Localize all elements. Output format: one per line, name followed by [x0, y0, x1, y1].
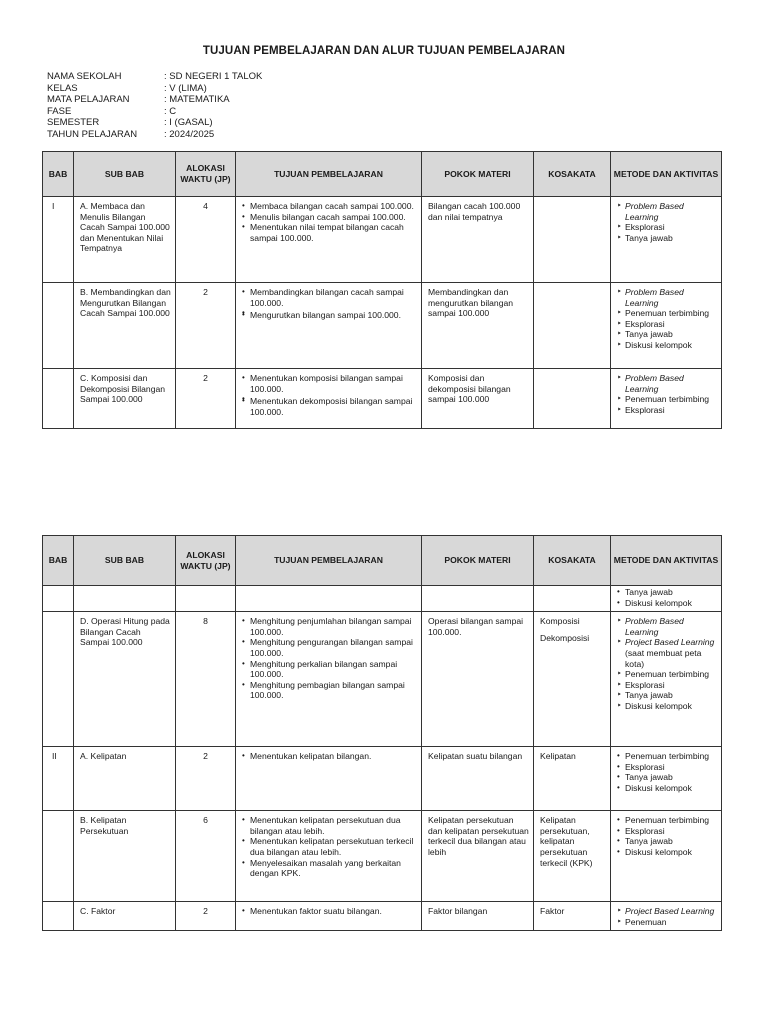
- method-item: ‣ Penemuan terbimbing: [617, 669, 717, 680]
- header-kosakata: KOSAKATA: [534, 152, 611, 197]
- cell-kosakata: Dekomposisi: [540, 632, 590, 643]
- learning-objectives-table-2: [42, 535, 722, 931]
- info-row-subject: [47, 94, 262, 106]
- method-item: • Eksplorasi: [617, 826, 717, 837]
- header-alokasi: ALOKASI WAKTU (JP): [176, 536, 236, 586]
- cell-jp: 2: [203, 906, 208, 917]
- objective-item: • Menentukan nilai tempat bilangan cacah sampai 100.000.: [242, 222, 417, 243]
- table-row: [43, 586, 722, 612]
- method-item: • Penemuan terbimbing: [617, 751, 717, 762]
- table-header-row: [43, 536, 722, 586]
- cell-sub-bab: D. Operasi Hitung pada Bilangan Cacah Sampai 100.000: [80, 616, 170, 648]
- header-metode: METODE DAN AKTIVITAS: [611, 536, 722, 586]
- objective-list: [242, 906, 417, 917]
- info-row-class: [47, 83, 262, 95]
- info-label: NAMA SEKOLAH: [47, 71, 122, 82]
- method-item: • Tanya jawab: [617, 587, 717, 598]
- method-item: ‣ Eksplorasi: [617, 319, 717, 330]
- method-item: ‣ Tanya jawab: [617, 233, 717, 244]
- cell-kosakata: [534, 197, 610, 204]
- method-list: [617, 287, 717, 351]
- method-item: • Penemuan terbimbing: [617, 815, 717, 826]
- cell-pokok: Faktor bilangan: [428, 906, 488, 917]
- method-item: • Eksplorasi: [617, 762, 717, 773]
- cell-bab: I: [52, 201, 55, 211]
- cell-kosakata: Faktor: [540, 906, 565, 917]
- info-row-phase: [47, 106, 262, 118]
- cell-tujuan: [236, 586, 421, 593]
- cell-sub-bab: A. Membaca dan Menulis Bilangan Cacah Sampai 100.000 dan Menentukan Nilai Tempatnya: [80, 201, 170, 254]
- objective-item: • Menghitung pengurangan bilangan sampai 100.000.: [242, 637, 417, 658]
- objective-list: [242, 751, 417, 762]
- method-item: ‣ Problem Based Learning: [617, 616, 717, 637]
- cell-jp: 6: [203, 815, 208, 826]
- header-tujuan: TUJUAN PEMBELAJARAN: [236, 152, 422, 197]
- table-row: [43, 612, 722, 747]
- objective-item: • Menyelesaikan masalah yang berkaitan dengan KPK.: [242, 858, 417, 879]
- info-label: SEMESTER: [47, 117, 100, 128]
- objective-item: • Menulis bilangan cacah sampai 100.000.: [242, 212, 417, 223]
- method-item: ‣ Diskusi kelompok: [617, 701, 717, 712]
- cell-jp: 4: [203, 201, 208, 211]
- cell-sub-bab: [74, 586, 175, 593]
- cell-bab: [43, 902, 73, 909]
- method-item: • Tanya jawab: [617, 772, 717, 783]
- method-list: [617, 815, 717, 857]
- objective-item: • Menghitung penjumlahan bilangan sampai 100.000.: [242, 616, 417, 637]
- cell-kosakata: Kelipatan persekutuan, kelipatan persekutuan terkecil (KPK): [540, 815, 593, 868]
- cell-pokok: Kelipatan suatu bilangan: [428, 751, 523, 762]
- method-item: ‣ Project Based Learning: [617, 906, 717, 917]
- info-row-semester: [47, 117, 262, 129]
- method-item: • Diskusi kelompok: [617, 847, 717, 858]
- method-item: ‣ Problem Based Learning: [617, 287, 717, 308]
- table-header-row: [43, 152, 722, 197]
- cell-jp: 2: [203, 287, 208, 297]
- cell-jp: 2: [203, 751, 208, 762]
- header-pokok: POKOK MATERI: [422, 536, 534, 586]
- cell-bab: II: [52, 751, 57, 762]
- cell-sub-bab: B. Kelipatan Persekutuan: [80, 815, 129, 836]
- cell-bab: [43, 612, 73, 619]
- school-info: [47, 71, 262, 140]
- table-row: [43, 197, 722, 283]
- cell-kosakata: [534, 586, 610, 593]
- info-value: : MATEMATIKA: [164, 94, 230, 105]
- cell-kosakata: Kelipatan: [540, 751, 576, 762]
- info-value: : V (LIMA): [164, 82, 207, 94]
- header-tujuan: TUJUAN PEMBELAJARAN: [236, 536, 422, 586]
- method-item: ‣ Problem Based Learning: [617, 373, 717, 394]
- method-item: • Diskusi kelompok: [617, 783, 717, 794]
- method-item: • Diskusi kelompok: [617, 598, 717, 609]
- objective-list: [242, 287, 417, 321]
- method-item: ‣ Penemuan: [617, 917, 717, 928]
- cell-jp: 2: [203, 373, 208, 383]
- info-label: FASE: [47, 105, 72, 117]
- info-row-school: [47, 71, 262, 83]
- header-pokok: POKOK MATERI: [422, 152, 534, 197]
- cell-kosakata: [534, 369, 610, 376]
- learning-objectives-table-1: [42, 151, 722, 429]
- objective-item: • Menentukan kelipatan bilangan.: [242, 751, 417, 762]
- objective-list: [242, 616, 417, 701]
- objective-item: • Mengurutkan bilangan sampai 100.000.: [242, 310, 417, 321]
- cell-pokok: Kelipatan persekutuan dan kelipatan persekutuan terkecil dua bilangan atau lebih: [428, 815, 529, 857]
- method-item: ‣ Eksplorasi: [617, 680, 717, 691]
- cell-kosakata: Komposisi: [540, 616, 580, 627]
- method-item: ‣ Tanya jawab: [617, 329, 717, 340]
- cell-bab: [43, 811, 73, 818]
- objective-list: [242, 815, 417, 879]
- info-value: : SD NEGERI 1 TALOK: [164, 71, 263, 82]
- method-list: [617, 906, 717, 927]
- info-value: : 2024/2025: [164, 128, 215, 140]
- cell-kosakata: [534, 283, 610, 290]
- objective-item: • Menentukan dekomposisi bilangan sampai 100.000.: [242, 396, 417, 417]
- cell-sub-bab: B. Membandingkan dan Mengurutkan Bilangan Cacah Sampai 100.000: [80, 287, 171, 319]
- table-row: [43, 369, 722, 429]
- method-item: ‣ Penemuan terbimbing: [617, 308, 717, 319]
- cell-jp: 8: [203, 616, 208, 627]
- method-list: [617, 201, 717, 243]
- method-list: [617, 373, 717, 415]
- method-item: ‣ Project Based Learning (saat membuat peta kota): [617, 637, 717, 669]
- info-label: MATA PELAJARAN: [47, 94, 130, 105]
- method-list: [617, 587, 717, 608]
- objective-list: [242, 373, 417, 417]
- method-item: ‣ Diskusi kelompok: [617, 340, 717, 351]
- cell-jp: [176, 586, 235, 593]
- header-bab: BAB: [43, 536, 74, 586]
- header-metode: METODE DAN AKTIVITAS: [611, 152, 722, 197]
- method-item: ‣ Tanya jawab: [617, 690, 717, 701]
- objective-item: • Menentukan kelipatan persekutuan terkecil dua bilangan atau lebih.: [242, 836, 417, 857]
- objective-item: • Menentukan kelipatan persekutuan dua bilangan atau lebih.: [242, 815, 417, 836]
- info-label: KELAS: [47, 82, 78, 94]
- objective-item: • Menghitung pembagian bilangan sampai 100.000.: [242, 680, 417, 701]
- table-row: [43, 747, 722, 811]
- objective-item: • Menentukan komposisi bilangan sampai 100.000.: [242, 373, 417, 394]
- method-item: ‣ Problem Based Learning: [617, 201, 717, 222]
- cell-pokok: Operasi bilangan sampai 100.000.: [428, 616, 524, 637]
- header-sub-bab: SUB BAB: [74, 152, 176, 197]
- cell-pokok: Komposisi dan dekomposisi bilangan sampai 100.000: [428, 373, 511, 405]
- header-bab: BAB: [43, 152, 74, 197]
- method-item: • Tanya jawab: [617, 836, 717, 847]
- cell-sub-bab: C. Komposisi dan Dekomposisi Bilangan Sampai 100.000: [80, 373, 166, 405]
- objective-item: • Membaca bilangan cacah sampai 100.000.: [242, 201, 417, 212]
- cell-pokok: Membandingkan dan mengurutkan bilangan sampai 100.000: [428, 287, 514, 319]
- method-item: ‣ Eksplorasi: [617, 222, 717, 233]
- table-row: [43, 902, 722, 931]
- table-row: [43, 283, 722, 369]
- header-kosakata: KOSAKATA: [534, 536, 611, 586]
- info-label: TAHUN PELAJARAN: [47, 128, 138, 140]
- method-item: ‣ Eksplorasi: [617, 405, 717, 416]
- info-value: : C: [164, 105, 177, 117]
- cell-bab: [43, 369, 73, 376]
- method-list: [617, 616, 717, 711]
- cell-sub-bab: C. Faktor: [80, 906, 116, 917]
- objective-item: • Membandingkan bilangan cacah sampai 100.000.: [242, 287, 417, 308]
- cell-bab: [43, 586, 73, 593]
- cell-pokok: [422, 586, 533, 593]
- objective-list: [242, 201, 417, 243]
- info-row-year: [47, 129, 262, 141]
- header-sub-bab: SUB BAB: [74, 536, 176, 586]
- cell-sub-bab: A. Kelipatan: [80, 751, 127, 762]
- method-item: ‣ Penemuan terbimbing: [617, 394, 717, 405]
- objective-item: • Menentukan faktor suatu bilangan.: [242, 906, 417, 917]
- method-list: [617, 751, 717, 793]
- table-row: [43, 811, 722, 902]
- objective-item: • Menghitung perkalian bilangan sampai 100.000.: [242, 659, 417, 680]
- cell-pokok: Bilangan cacah 100.000 dan nilai tempatnya: [428, 201, 521, 222]
- document-title: TUJUAN PEMBELAJARAN DAN ALUR TUJUAN PEMBELAJARAN: [202, 45, 566, 57]
- info-value: : I (GASAL): [164, 117, 213, 128]
- header-alokasi: ALOKASI WAKTU (JP): [176, 152, 236, 197]
- method-note: (saat membuat peta kota): [625, 647, 702, 669]
- cell-bab: [43, 283, 73, 290]
